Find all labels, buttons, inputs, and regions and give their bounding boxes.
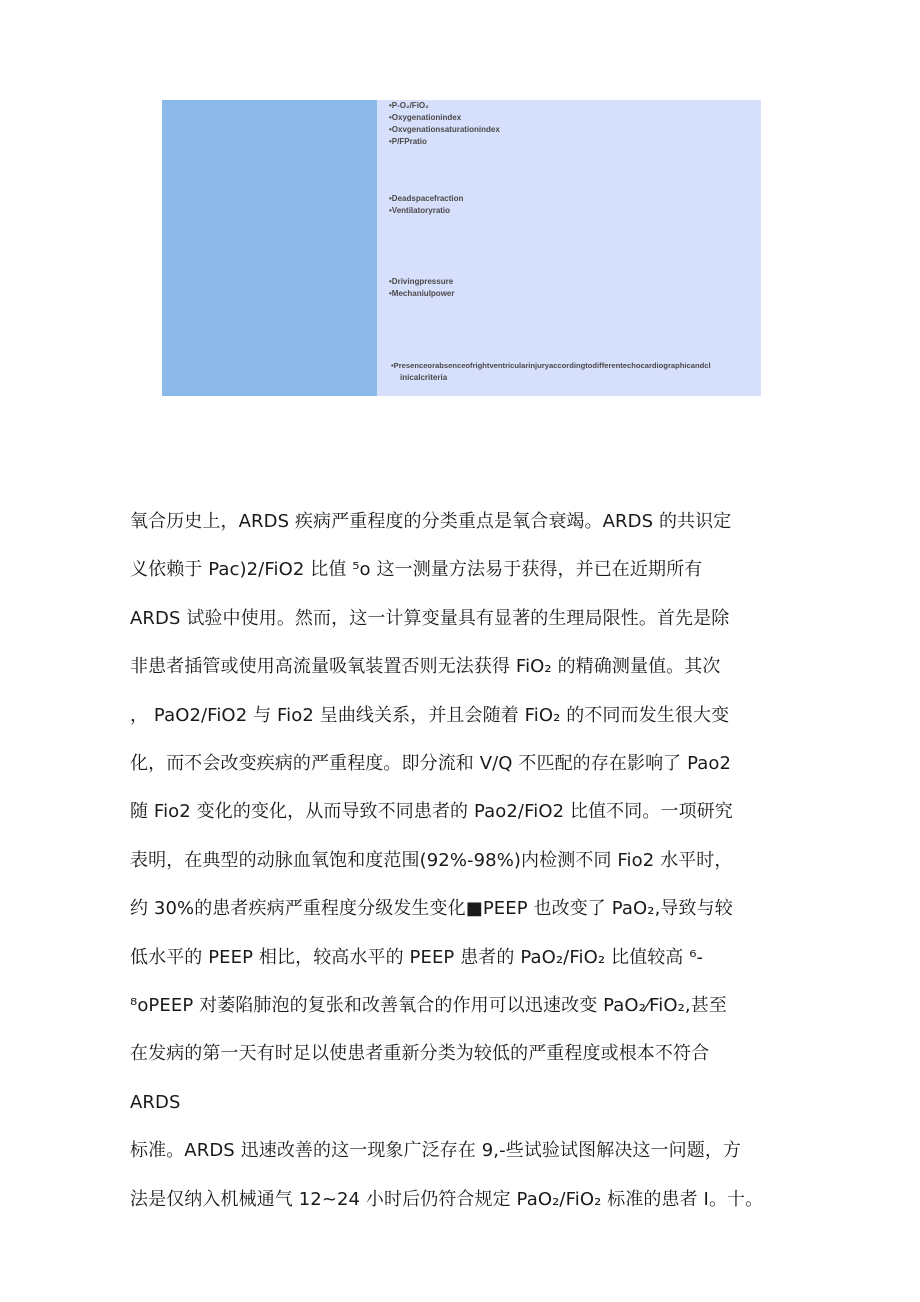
figure-bullet-list [389,100,761,396]
body-line: 约 30%的患者疾病严重程度分级发生变化■PEEP 也改变了 PaO₂,导致与较 [130,898,733,920]
bullet-item: •Drivingpressure [389,277,454,286]
bullet-item: •Oxygenationindex [389,113,462,122]
bullet-item-continuation: inicalcriteria [400,373,448,382]
ventilation-metrics-group [389,193,757,217]
body-line: ， PaO2/FiO2 与 Fio2 呈曲线关系，并且会随着 FiO₂ 的不同而发生很大变 [130,704,730,726]
body-line: 表明，在典型的动脉血氧饱和度范围(92%-98%)内检测不同 Fio2 水平时， [130,849,733,871]
body-line: 在发病的第一天有时足以使患者重新分类为较低的严重程度或根本不符合 [130,1043,710,1065]
bullet-item: •Deadspacefraction [389,194,464,203]
mechanics-metrics-group [389,276,757,300]
body-line: 低水平的 PEEP 相比，较高水平的 PEEP 患者的 PaO₂/FiO₂ 比值较高 ⁶- [130,946,704,968]
bullet-item: •P-O₂/FiO₂ [389,101,429,110]
body-line: ⁸oPEEP 对萎陷肺泡的复张和改善氧合的作用可以迅速改变 PaO₂⁄FiO₂,甚至 [130,995,727,1017]
bullet-item: •Oxvgenationsaturationindex [389,125,500,134]
figure-panel [162,100,761,396]
body-line: 氧合历史上，ARDS 疾病严重程度的分类重点是氧合衰竭。ARDS 的共识定 [130,511,732,532]
body-line: 非患者插管或使用高流量吸氧装置否则无法获得 FiO₂ 的精确测量值。其次 [130,656,721,678]
bullet-item: •Mechaniulpower [389,289,455,298]
body-line: 随 Fio2 变化的变化，从而导致不同患者的 Pao2/FiO2 比值不同。一项研究 [130,801,733,823]
body-line: ARDS [130,1091,181,1113]
oxygenation-metrics-group [389,100,757,148]
body-line: ARDS 试验中使用。然而，这一计算变量具有显著的生理局限性。首先是除 [130,607,730,629]
bullet-item: •Ventilatoryratio [389,206,451,215]
body-line: 义依赖于 Pac)2/FiO2 比值 ⁵o 这一测量方法易于获得，并已在近期所有 [130,559,703,581]
body-line: 法是仅纳入机械通气 12~24 小时后仍符合规定 PaO₂/FiO₂ 标准的患者 I。十。 [130,1188,764,1210]
figure-left-color-block [162,100,377,396]
body-line: 标准。ARDS 迅速改善的这一现象广泛存在 9,-些试验试图解决这一问题，方 [130,1140,742,1162]
body-line: 化，而不会改变疾病的严重程度。即分流和 V/Q 不匹配的存在影响了 Pao2 [130,753,732,775]
right-ventricle-group [391,360,757,384]
bullet-item: •Presenceorabsenceofrightventricularinjuryaccordingtodifferentechocardiographicandcl [391,361,711,370]
bullet-item: •P/FPratio [389,137,427,146]
body-paragraph [130,498,810,1224]
